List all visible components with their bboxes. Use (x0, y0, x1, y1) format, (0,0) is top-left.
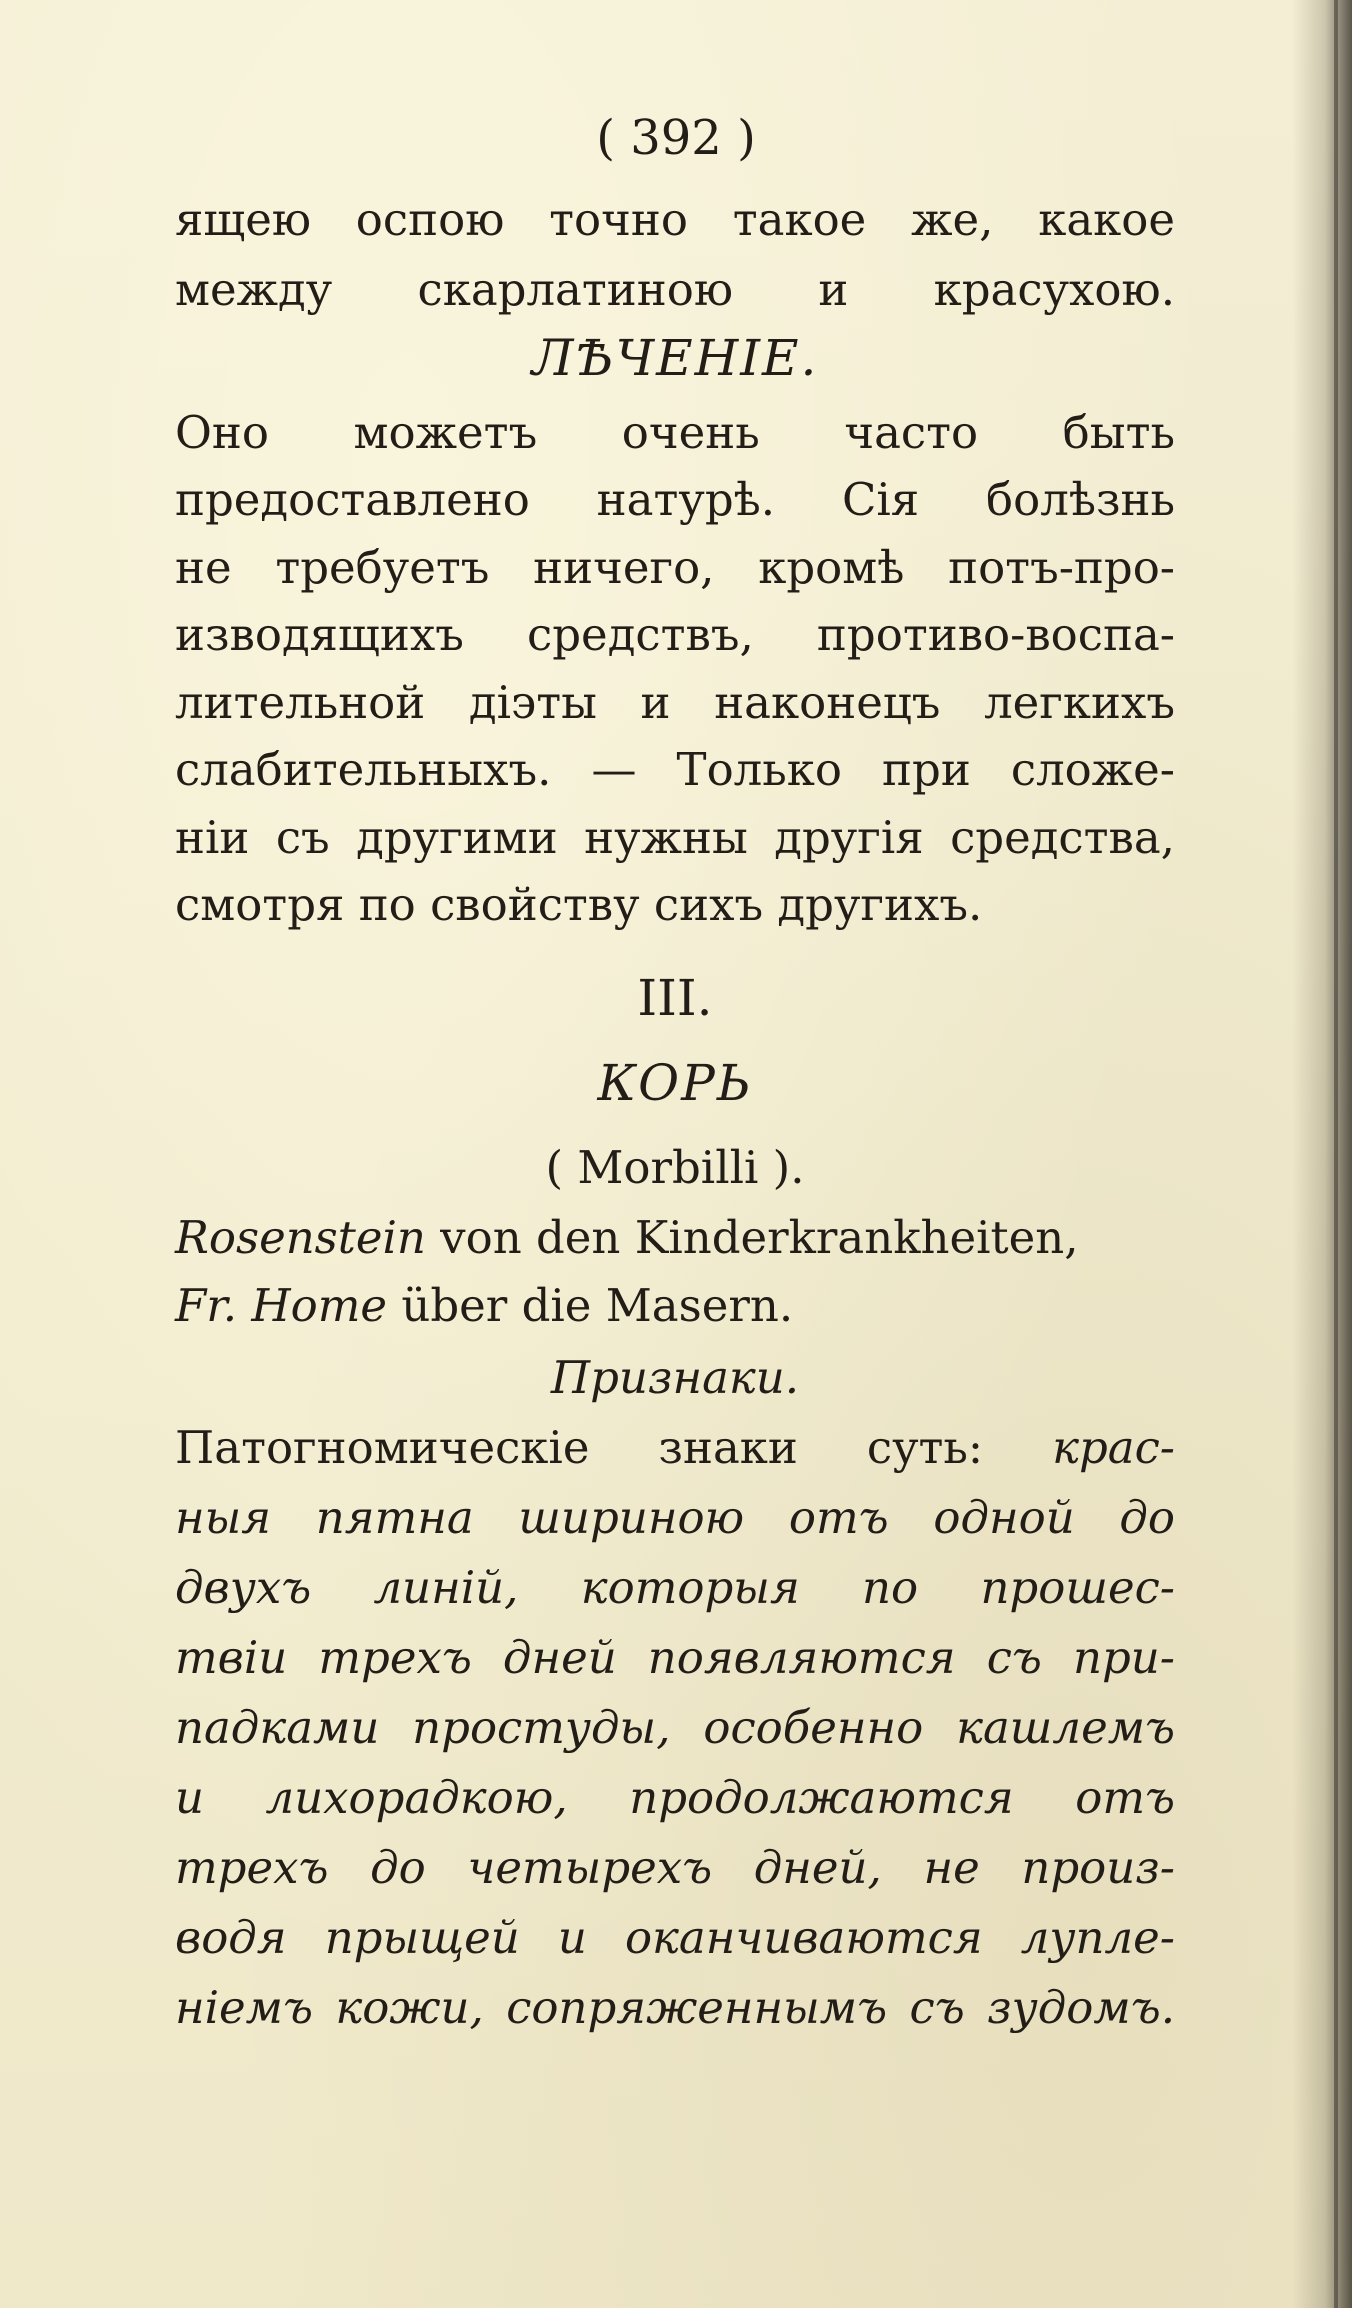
text-line: двухъ линій, которыя по прошес- (175, 1561, 1175, 1614)
text-line: ящею оспою точно такое же, какое (175, 193, 1175, 246)
text-line: падками простуды, особенно кашлемъ (175, 1701, 1175, 1754)
reference-line (175, 1278, 1175, 1334)
text-line: смотря по свойству сихъ другихъ. (175, 878, 983, 931)
text-line: между скарлатиною и красухою. (175, 263, 1175, 316)
reference-author: Fr. Home (175, 1279, 388, 1332)
subheading-signs: Признаки. (550, 1351, 800, 1404)
page-edge-shadow (1292, 0, 1352, 2308)
text-line: водя прыщей и оканчиваются лупле- (175, 1911, 1175, 1964)
reference-title: über die Masern. (387, 1279, 794, 1332)
text-run-italic: крас- (1052, 1421, 1175, 1474)
page-edge-line (1334, 0, 1338, 2308)
text-line: лительной діэты и наконецъ легкихъ (175, 676, 1175, 729)
section-number: III. (637, 969, 713, 1027)
text-line: слабительныхъ. — Только при сложе- (175, 743, 1175, 796)
text-run: Патогномическіе знаки суть: (175, 1421, 1053, 1474)
page-number: ( 392 ) (596, 110, 756, 166)
section-heading-treatment: ЛѢЧЕНІЕ. (531, 329, 819, 387)
text-line: ніемъ кожи, сопряженнымъ съ зудомъ. (175, 1981, 1175, 2034)
text-line: и лихорадкою, продолжаются отъ (175, 1771, 1175, 1824)
text-line (175, 1420, 1175, 1476)
text-line: твіи трехъ дней появляются съ при- (175, 1631, 1175, 1684)
latin-name: ( Morbilli ). (545, 1141, 805, 1194)
reference-title: von den Kinderkrankheiten, (425, 1211, 1079, 1264)
text-line: ніи съ другими нужны другія средства, (175, 811, 1175, 864)
text-line: изводящихъ средствъ, противо-воспа- (175, 608, 1175, 661)
section-title-measles: КОРЬ (597, 1054, 753, 1112)
text-line: трехъ до четырехъ дней, не произ- (175, 1841, 1175, 1894)
reference-author: Rosenstein (175, 1211, 426, 1264)
text-line: не требуетъ ничего, кромѣ потъ-про- (175, 541, 1175, 594)
text-line: ныя пятна шириною отъ одной до (175, 1491, 1175, 1544)
text-line: предоставлено натурѣ. Сія болѣзнь (175, 473, 1175, 526)
text-line: Оно можетъ очень часто быть (175, 406, 1175, 459)
reference-line (175, 1210, 1175, 1266)
